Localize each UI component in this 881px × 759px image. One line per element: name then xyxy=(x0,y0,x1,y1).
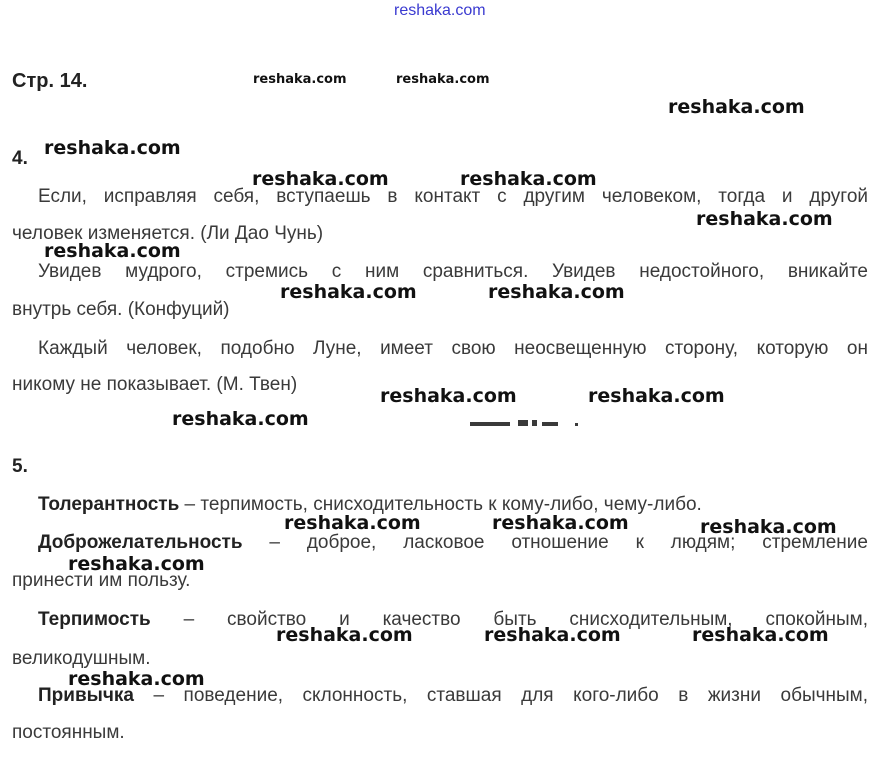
watermark: reshaka.com xyxy=(492,512,629,534)
page-label: Стр. 14. xyxy=(12,70,88,92)
term-tolerance: Толерантность xyxy=(38,494,180,515)
watermark: reshaka.com xyxy=(44,137,181,159)
term-patience: Терпимость xyxy=(38,609,151,630)
watermark: reshaka.com xyxy=(280,281,417,303)
watermark: reshaka.com xyxy=(252,168,389,190)
definition-habit-line-2: постоянным. xyxy=(12,722,125,743)
watermark: reshaka.com xyxy=(588,385,725,407)
quote-2-line-2: внутрь себя. (Конфуций) xyxy=(12,299,230,320)
term-benevolence: Доброжелательность xyxy=(38,532,243,553)
watermark: reshaka.com xyxy=(172,408,309,430)
watermark: reshaka.com xyxy=(44,240,181,262)
watermark: reshaka.com xyxy=(284,512,421,534)
watermark: reshaka.com xyxy=(396,72,490,87)
obscured-text-fragment xyxy=(470,420,582,428)
term-habit: Привычка xyxy=(38,685,134,706)
task-4-number: 4. xyxy=(12,148,28,169)
definition-habit-text: – поведение, склонность, ставшая для кого-либо в жизни обычным, xyxy=(133,685,868,706)
quote-1-line-1: Если, исправляя себя, вступаешь в контакт с другим человеком, тогда и другой xyxy=(38,186,868,207)
definition-patience-line-2: великодушным. xyxy=(12,648,151,669)
watermark: reshaka.com xyxy=(488,281,625,303)
definition-benevolence-text: – доброе, ласковое отношение к людям; стремление xyxy=(242,532,868,553)
task-5-number: 5. xyxy=(12,456,28,477)
definition-patience-text: – свойство и качество быть снисходительным, спокойным, xyxy=(150,609,868,630)
top-watermark: reshaka.com xyxy=(394,2,486,19)
quote-1-line-2: человек изменяется. (Ли Дао Чунь) xyxy=(12,223,324,244)
quote-3-line-2: никому не показывает. (М. Твен) xyxy=(12,374,298,395)
watermark: reshaka.com xyxy=(253,72,347,87)
watermark: reshaka.com xyxy=(700,516,837,538)
quote-3-line-1: Каждый человек, подобно Луне, имеет свою неосвещенную сторону, которую он xyxy=(38,338,868,359)
watermark: reshaka.com xyxy=(668,96,805,118)
watermark: reshaka.com xyxy=(276,624,413,646)
watermark: reshaka.com xyxy=(68,553,205,575)
watermark: reshaka.com xyxy=(460,168,597,190)
watermark: reshaka.com xyxy=(692,624,829,646)
watermark: reshaka.com xyxy=(380,385,517,407)
watermark: reshaka.com xyxy=(68,668,205,690)
definition-benevolence-line-2: принести им пользу. xyxy=(12,570,191,591)
quote-2-line-1: Увидев мудрого, стремись с ним сравниться. Увидев недостойного, вникайте xyxy=(38,261,868,282)
watermark: reshaka.com xyxy=(696,208,833,230)
watermark: reshaka.com xyxy=(484,624,621,646)
definition-tolerance-text: – терпимость, снисходительность к кому-либо, чему-либо. xyxy=(179,494,702,515)
